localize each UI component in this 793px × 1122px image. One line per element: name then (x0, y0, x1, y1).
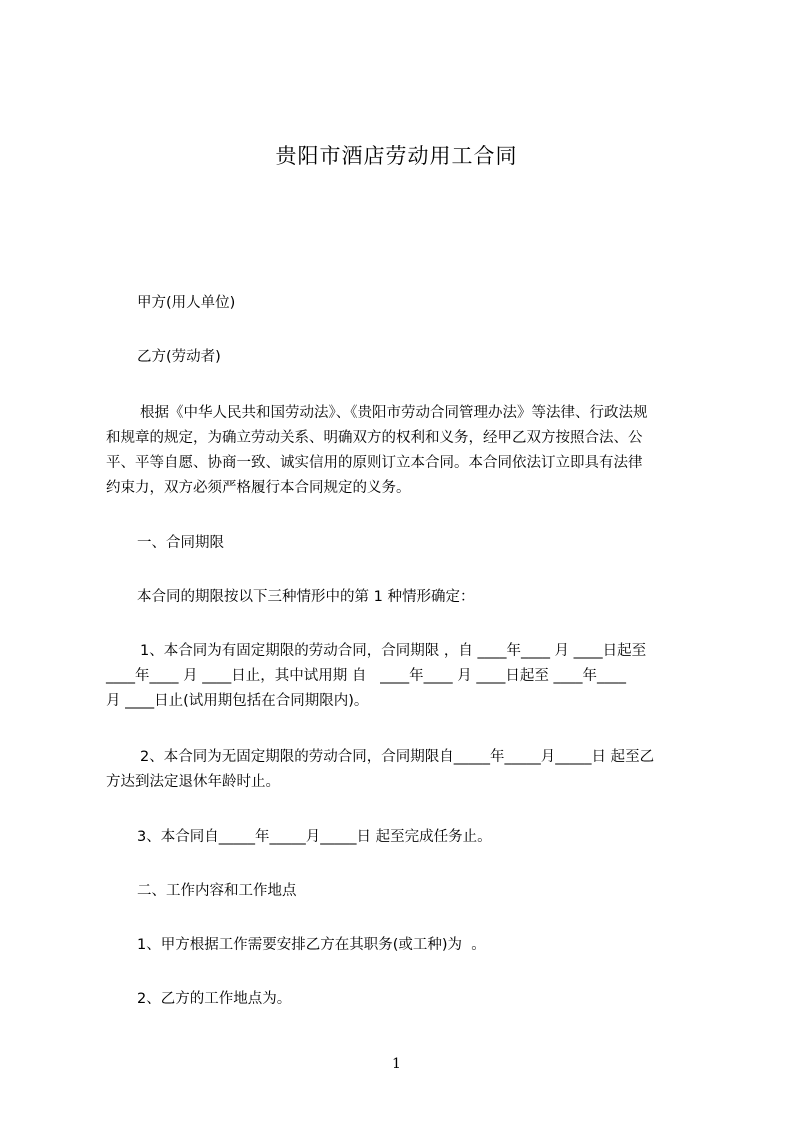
section2-item2: 2、乙方的工作地点为。 (137, 991, 292, 1007)
section1-item1-line-3: 月 ____日止(试用期包括在合同期限内)。 (106, 693, 369, 709)
section1-item3: 3、本合同自_____年_____月_____日 起至完成任务止。 (137, 829, 492, 845)
page-number: 1 (392, 1056, 401, 1072)
section1-item2-line-1: 2、本合同为无固定期限的劳动合同，合同期限自_____年_____月_____日 起至乙 (140, 749, 655, 765)
party-a-label: 甲方(用人单位) (137, 295, 236, 311)
preamble-line-2: 和规章的规定，为确立劳动关系、明确双方的权利和义务，经甲乙双方按照合法、公 (106, 430, 643, 446)
document-title: 贵阳市酒店劳动用工合同 (275, 144, 518, 168)
preamble-line-1: 根据《中华人民共和国劳动法》、《贵阳市劳动合同管理办法》等法律、行政法规 (140, 405, 648, 421)
preamble-line-3: 平、平等自愿、协商一致、诚实信用的原则订立本合同。本合同依法订立即具有法律 (106, 455, 643, 471)
section2-heading: 二、工作内容和工作地点 (137, 883, 297, 899)
section1-item1-line-1: 1、本合同为有固定期限的劳动合同，合同期限 ，自 ____年____ 月 ____日起至 (140, 643, 647, 659)
section1-item1-line-2: ____年____ 月 ____日止，其中试用期 自 ____年____ 月 ____日起至 ____年____ (106, 668, 626, 684)
section2-item1: 1、甲方根据工作需要安排乙方在其职务(或工种)为 。 (137, 937, 486, 953)
section1-item2-line-2: 方达到法定退休年龄时止。 (106, 774, 280, 790)
section1-heading: 一、合同期限 (137, 535, 224, 551)
party-b-label: 乙方(劳动者) (137, 349, 221, 365)
section1-intro: 本合同的期限按以下三种情形中的第 1 种情形确定： (137, 589, 475, 605)
preamble-line-4: 约束力，双方必须严格履行本合同规定的义务。 (106, 480, 411, 496)
